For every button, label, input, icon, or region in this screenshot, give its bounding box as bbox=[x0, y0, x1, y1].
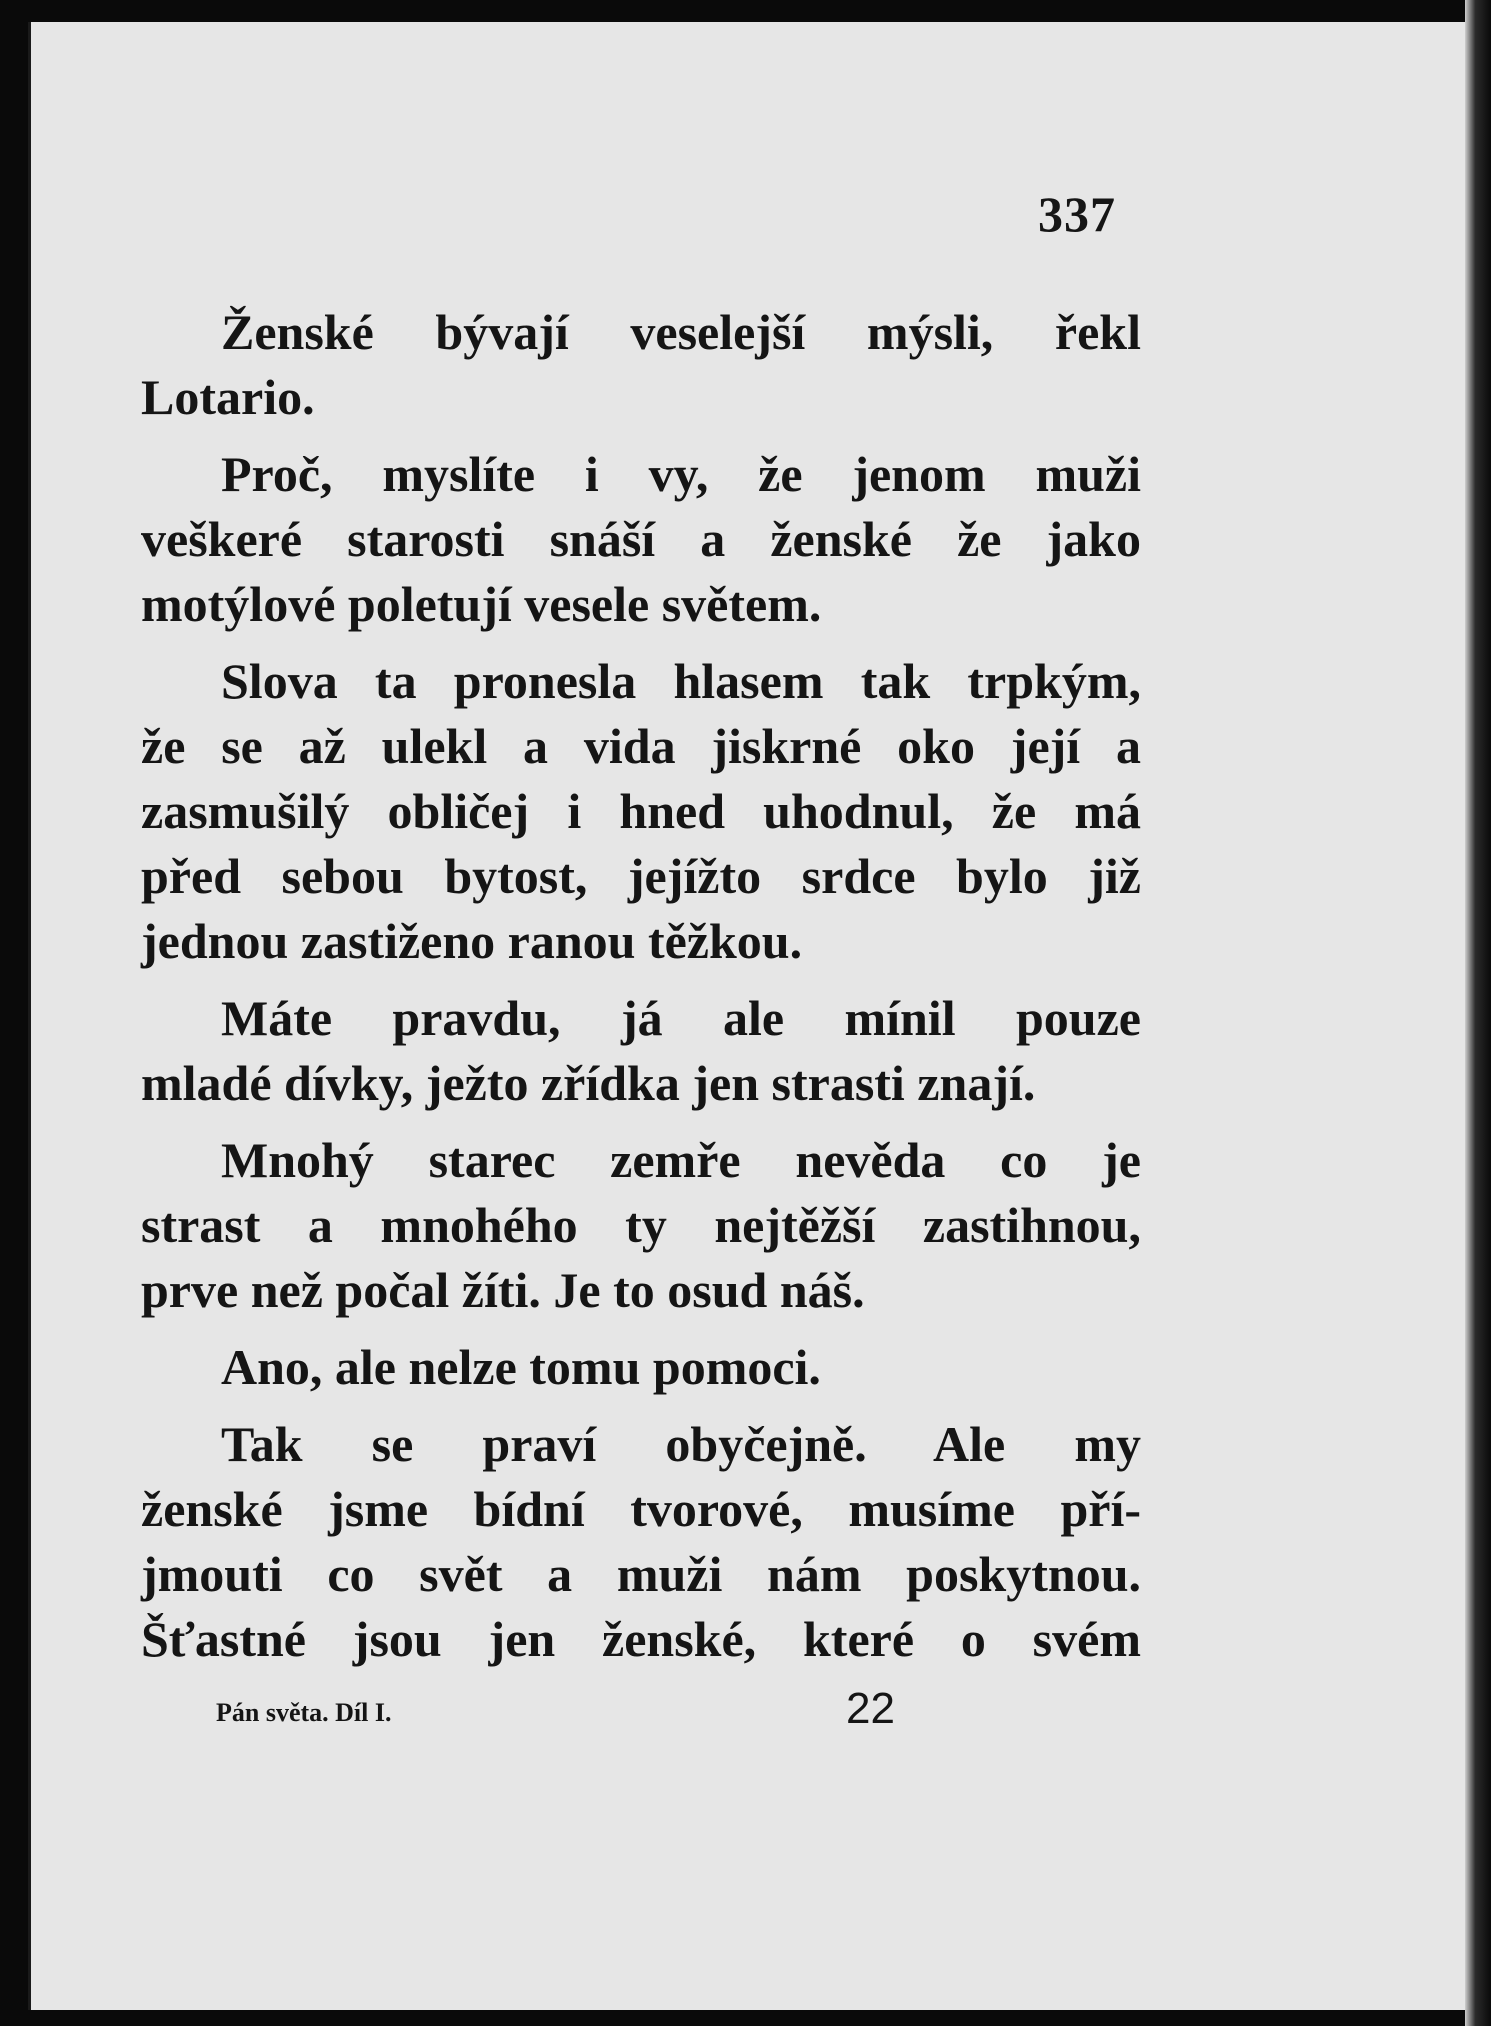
text-line: zasmušilý obličej i hned uhodnul, že má bbox=[141, 783, 1141, 839]
text-line: mladé dívky, ježto zřídka jen strasti znají. bbox=[141, 1055, 1036, 1111]
text-line: Mnohý starec zemře nevěda co je bbox=[221, 1132, 1141, 1188]
text-line: prve než počal žíti. Je to osud náš. bbox=[141, 1262, 865, 1318]
text-line: motýlové poletují vesele světem. bbox=[141, 576, 822, 632]
text-line: Lotario. bbox=[141, 369, 315, 425]
text-line: veškeré starosti snáší a ženské že jako bbox=[141, 511, 1141, 567]
text-line: strast a mnohého ty nejtěžší zastihnou, bbox=[141, 1197, 1141, 1253]
text-line: ženské jsme bídní tvorové, musíme pří- bbox=[141, 1481, 1141, 1537]
book-page bbox=[28, 22, 1471, 2010]
text-line: Ano, ale nelze tomu pomoci. bbox=[221, 1339, 821, 1395]
body-text bbox=[141, 300, 1141, 1672]
text-line: Slova ta pronesla hlasem tak trpkým, bbox=[221, 653, 1141, 709]
page-edge-shadow bbox=[1465, 0, 1491, 2026]
text-line: Tak se praví obyčejně. Ale my bbox=[221, 1416, 1141, 1472]
text-line: Proč, myslíte i vy, že jenom muži bbox=[221, 446, 1141, 502]
text-line: jednou zastiženo ranou těžkou. bbox=[141, 913, 803, 969]
text-line: Máte pravdu, já ale mínil pouze bbox=[221, 990, 1141, 1046]
text-line: jmouti co svět a muži nám poskytnou. bbox=[141, 1546, 1141, 1602]
footer-book-title: Pán světa. Díl I. bbox=[216, 1698, 392, 1727]
text-line: Šťastné jsou jen ženské, které o svém bbox=[141, 1611, 1141, 1667]
page-number: 337 bbox=[1038, 186, 1116, 242]
text-line: že se až ulekl a vida jiskrné oko její a bbox=[141, 718, 1141, 774]
text-line: Ženské bývají veselejší mýsli, řekl bbox=[221, 304, 1141, 360]
footer-signature-mark: 22 bbox=[846, 1684, 895, 1733]
text-line: před sebou bytost, jejížto srdce bylo již bbox=[141, 848, 1141, 904]
